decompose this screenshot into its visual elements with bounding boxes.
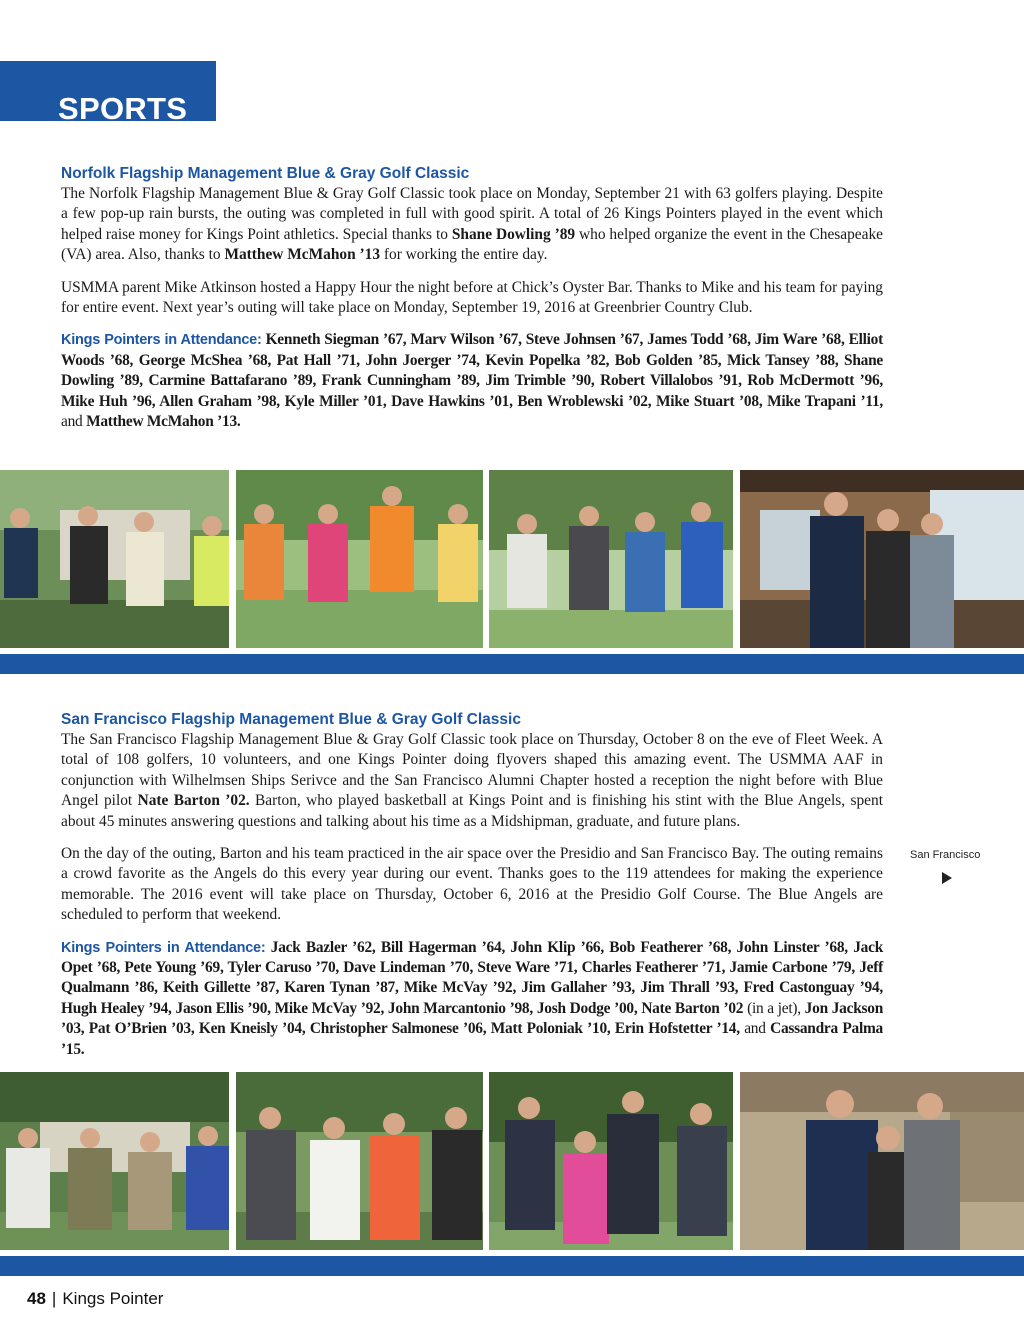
photo-reception-sf bbox=[740, 1072, 1024, 1250]
article-norfolk bbox=[61, 164, 883, 432]
highlight-name: Matthew McMahon ’13 bbox=[224, 246, 381, 264]
highlight-name: Nate Barton ’02. bbox=[137, 792, 250, 810]
publication-name: Kings Pointer bbox=[62, 1289, 164, 1308]
photo-golfers-trees bbox=[489, 470, 733, 648]
page-footer bbox=[27, 1289, 163, 1309]
page-number: 48 bbox=[27, 1289, 46, 1308]
article-heading: Norfolk Flagship Management Blue & Gray Golf Classic bbox=[61, 165, 470, 182]
play-arrow-icon bbox=[942, 872, 952, 884]
article-sanfrancisco bbox=[61, 710, 883, 1060]
attendance-list: Kings Pointers in Attendance: Jack Bazler ’62, Bill Hagerman ’64, John Klip ’66, Bob Featherer ’68, John Linster ’68, Jack Opet ’68, Pete Young ’69, Tyler Caruso ’70, Dave Lindeman ’70, Steve Ware ’71, Charles Featherer ’71, Jamie Carbone ’79, Jeff Qualmann ’86, Keith Gillette ’87, Karen Tynan ’87, Mike McVay ’92, Jim Gallaher ’93, Jim Thrall ’93, Fred Castonguay ’94, Hugh Healey ’94, Jason Ellis ’90, Mike McVay ’92, John Marcantonio ’98, Josh Dodge ’00, Nate Barton ’02 (in a jet), Jon Jackson ’03, Pat O’Brien ’03, Ken Kneisly ’04, Christopher Salmonese ’06, Matt Poloniak ’10, Erin Hofstetter ’14, and Cassandra Palma ’15. bbox=[61, 938, 883, 1058]
photo-oyster-bar bbox=[740, 470, 1024, 648]
footer-separator: | bbox=[51, 1289, 57, 1308]
attendance-label: Kings Pointers in Attendance: bbox=[61, 332, 262, 349]
section-tab bbox=[0, 61, 216, 126]
divider-bar bbox=[0, 1256, 1024, 1276]
attendance-label: Kings Pointers in Attendance: bbox=[61, 939, 266, 956]
photo-strip-sanfrancisco bbox=[0, 1072, 1024, 1250]
article-paragraph: The Norfolk Flagship Management Blue & Gray Golf Classic took place on Monday, September 21 with 63 golfers playing. Despite a few pop-up rain bursts, the outing was completed in full with good spirit. A total of 26 Kings Pointers played in the event which helped raise money for Kings Point athletics. Special thanks to Shane Dowling ’89 who helped organize the event in the Chesapeake (VA) area. Also, thanks to Matthew McMahon ’13 for working the entire day. bbox=[61, 185, 883, 264]
photo-golfers-cart bbox=[0, 470, 229, 648]
highlight-name: Shane Dowling ’89 bbox=[451, 225, 576, 243]
divider-bar bbox=[0, 654, 1024, 674]
attendance-list: Kings Pointers in Attendance: Kenneth Siegman ’67, Marv Wilson ’67, Steve Johnsen ’67, James Todd ’68, Jim Ware ’68, Elliot Woods ’68, George McShea ’68, Pat Hall ’71, John Joerger ’74, Kevin Popelka ’82, Bob Golden ’85, Mick Tansey ’88, Shane Dowling ’89, Carmine Battafarano ’89, Frank Cunningham ’89, Jim Trimble ’90, Robert Villalobos ’91, Rob McDermott ’96, Mike Huh ’96, Allen Graham ’98, Kyle Miller ’01, Dave Hawkins ’01, Ben Wroblewski ’02, Mike Stuart ’08, Mike Trapani ’11, and Matthew McMahon ’13. bbox=[61, 331, 883, 431]
photo-golfers-group-sf bbox=[236, 1072, 483, 1250]
article-paragraph: On the day of the outing, Barton and his team practiced in the air space over the Presidio and San Francisco Bay. The outing remains a crowd favorite as the Angels do this every year during our event. Thanks goes to the 119 attendees for making the experience memorable. The 2016 event will take place on Thursday, October 6, 2016 at the Presidio Golf Course. The Blue Angels are scheduled to perform that weekend. bbox=[61, 845, 883, 924]
photo-golfers-pink-sf bbox=[489, 1072, 733, 1250]
photo-golfers-cart-sf bbox=[0, 1072, 229, 1250]
photo-golfers-course bbox=[236, 470, 483, 648]
side-note-label: San Francisco bbox=[910, 849, 981, 861]
article-paragraph: USMMA parent Mike Atkinson hosted a Happy Hour the night before at Chick’s Oyster Bar. Thanks to Mike and his team for paying for entire event. Next year’s outing will take place on Monday, September 19, 2016 at Greenbrier Country Club. bbox=[61, 278, 883, 317]
photo-strip-norfolk bbox=[0, 470, 1024, 648]
article-paragraph: The San Francisco Flagship Management Blue & Gray Golf Classic took place on Thursday, October 8 on the eve of Fleet Week. A total of 108 golfers, 10 volunteers, and one Kings Pointer doing flyovers shaped this amazing event. The USMMA AAF in conjunction with Wilhelmsen Ships Serivce and the San Francisco Alumni Chapter hosted a reception the night before with Blue Angel pilot Nate Barton ’02. Barton, who played basketball at Kings Point and is finishing his stint with the Blue Angels, spent about 45 minutes answering questions and talking about his time as a Midshipman, graduate, and future plans. bbox=[61, 731, 883, 830]
section-title: SPORTS bbox=[58, 91, 188, 126]
article-heading: San Francisco Flagship Management Blue & Gray Golf Classic bbox=[61, 711, 521, 728]
